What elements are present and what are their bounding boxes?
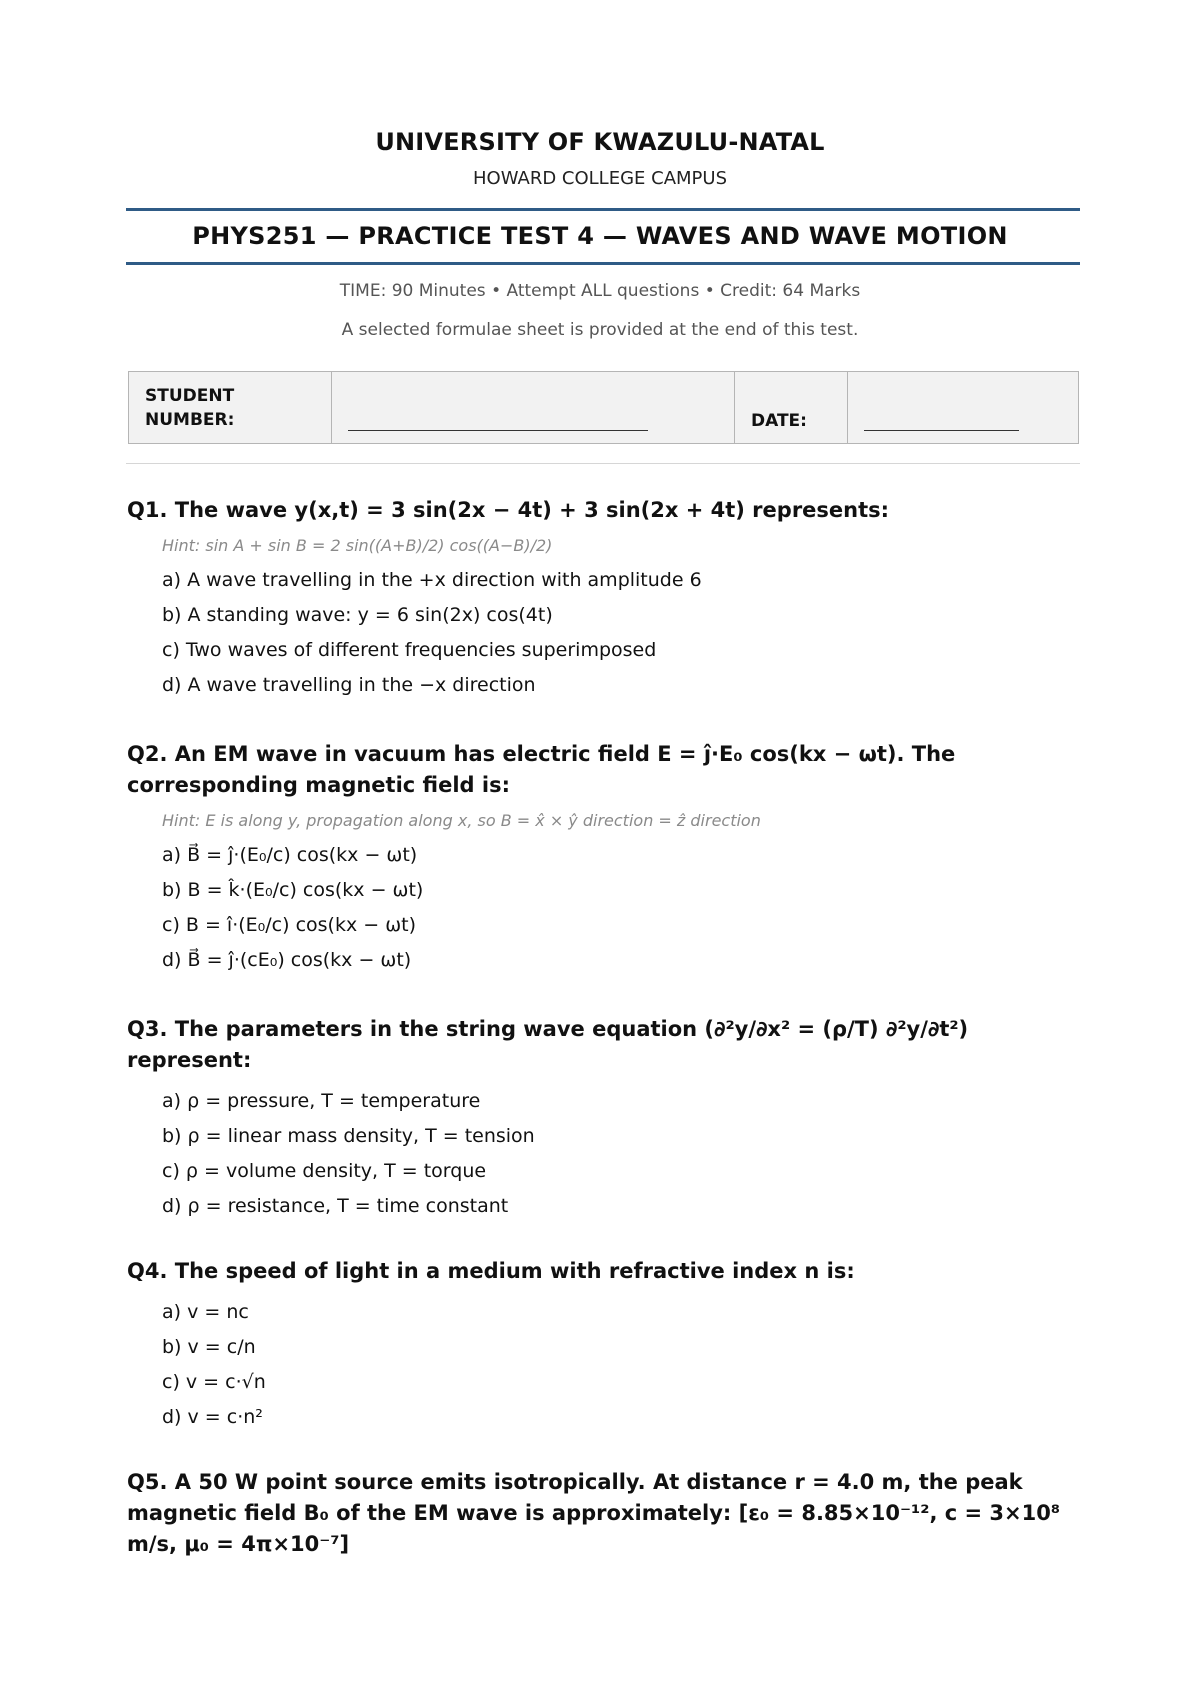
option-b[interactable]: b) B = k̂·(E₀/c) cos(kx − ωt): [162, 879, 424, 901]
campus-name: HOWARD COLLEGE CAMPUS: [473, 168, 727, 189]
student-number-blank[interactable]: [348, 410, 648, 431]
option-a[interactable]: a) A wave travelling in the +x direction with amplitude 6: [162, 569, 702, 591]
question-number: Q1.: [127, 498, 168, 522]
date-label: DATE:: [735, 372, 848, 444]
title-top-rule: [126, 208, 1080, 211]
option-c[interactable]: c) ρ = volume density, T = torque: [162, 1160, 487, 1182]
date-blank[interactable]: [864, 410, 1019, 431]
question-text: [127, 1014, 1087, 1076]
question-body: The parameters in the string wave equation (∂²y/∂x² = (ρ/T) ∂²y/∂t²) represent:: [127, 1017, 969, 1072]
option-a[interactable]: a) ρ = pressure, T = temperature: [162, 1090, 481, 1112]
option-d[interactable]: d) v = c·n²: [162, 1406, 263, 1428]
option-d[interactable]: d) A wave travelling in the −x direction: [162, 674, 536, 696]
student-info-table: [128, 371, 1079, 444]
title-bottom-rule: [126, 262, 1080, 265]
option-b[interactable]: b) ρ = linear mass density, T = tension: [162, 1125, 535, 1147]
test-title: PHYS251 — PRACTICE TEST 4 — WAVES AND WAVE MOTION: [192, 222, 1008, 250]
option-c[interactable]: c) B = î·(E₀/c) cos(kx − ωt): [162, 914, 416, 936]
question-body: The speed of light in a medium with refractive index n is:: [174, 1259, 855, 1283]
option-c[interactable]: c) v = c·√n: [162, 1371, 266, 1393]
section-divider: [126, 463, 1080, 464]
question-3: [127, 1014, 1087, 1224]
option-a[interactable]: a) v = nc: [162, 1301, 249, 1323]
question-number: Q2.: [127, 742, 168, 766]
question-text: [127, 739, 1087, 801]
date-field[interactable]: [848, 372, 1079, 444]
university-name: UNIVERSITY OF KWAZULU-NATAL: [375, 128, 825, 156]
question-body: The wave y(x,t) = 3 sin(2x − 4t) + 3 sin(2x + 4t) represents:: [174, 498, 890, 522]
option-d[interactable]: d) B⃗ = ĵ·(cE₀) cos(kx − ωt): [162, 949, 412, 971]
option-d[interactable]: d) ρ = resistance, T = time constant: [162, 1195, 509, 1217]
question-text: [127, 495, 1087, 526]
question-number: Q4.: [127, 1259, 168, 1283]
formulae-note: A selected formulae sheet is provided at the end of this test.: [341, 320, 859, 340]
question-hint: Hint: E is along y, propagation along x, so B = x̂ × ŷ direction = ẑ direction: [162, 811, 761, 830]
option-a[interactable]: a) B⃗ = ĵ·(E₀/c) cos(kx − ωt): [162, 844, 418, 866]
question-text: [127, 1256, 1087, 1287]
question-number: Q3.: [127, 1017, 168, 1041]
info-line: TIME: 90 Minutes • Attempt ALL questions • Credit: 64 Marks: [339, 281, 861, 301]
question-body: A 50 W point source emits isotropically. At distance r = 4.0 m, the peak magnetic field B₀ of the EM wave is approximately: [ε₀ = 8.85×10⁻¹², c = 3×10⁸ m/s, μ₀ = 4π×10⁻⁷]: [127, 1470, 1061, 1556]
student-number-label: STUDENT NUMBER:: [129, 372, 332, 444]
question-1: [127, 495, 1087, 703]
question-2: [127, 739, 1087, 978]
student-number-field[interactable]: [332, 372, 735, 444]
question-4: [127, 1256, 1087, 1435]
question-5: [127, 1467, 1087, 1560]
question-text: [127, 1467, 1087, 1560]
option-b[interactable]: b) v = c/n: [162, 1336, 256, 1358]
question-number: Q5.: [127, 1470, 168, 1494]
question-body: An EM wave in vacuum has electric field E = ĵ·E₀ cos(kx − ωt). The corresponding magnetic field is:: [127, 742, 956, 797]
option-c[interactable]: c) Two waves of different frequencies superimposed: [162, 639, 657, 661]
question-hint: Hint: sin A + sin B = 2 sin((A+B)/2) cos((A−B)/2): [162, 536, 553, 555]
option-b[interactable]: b) A standing wave: y = 6 sin(2x) cos(4t): [162, 604, 553, 626]
